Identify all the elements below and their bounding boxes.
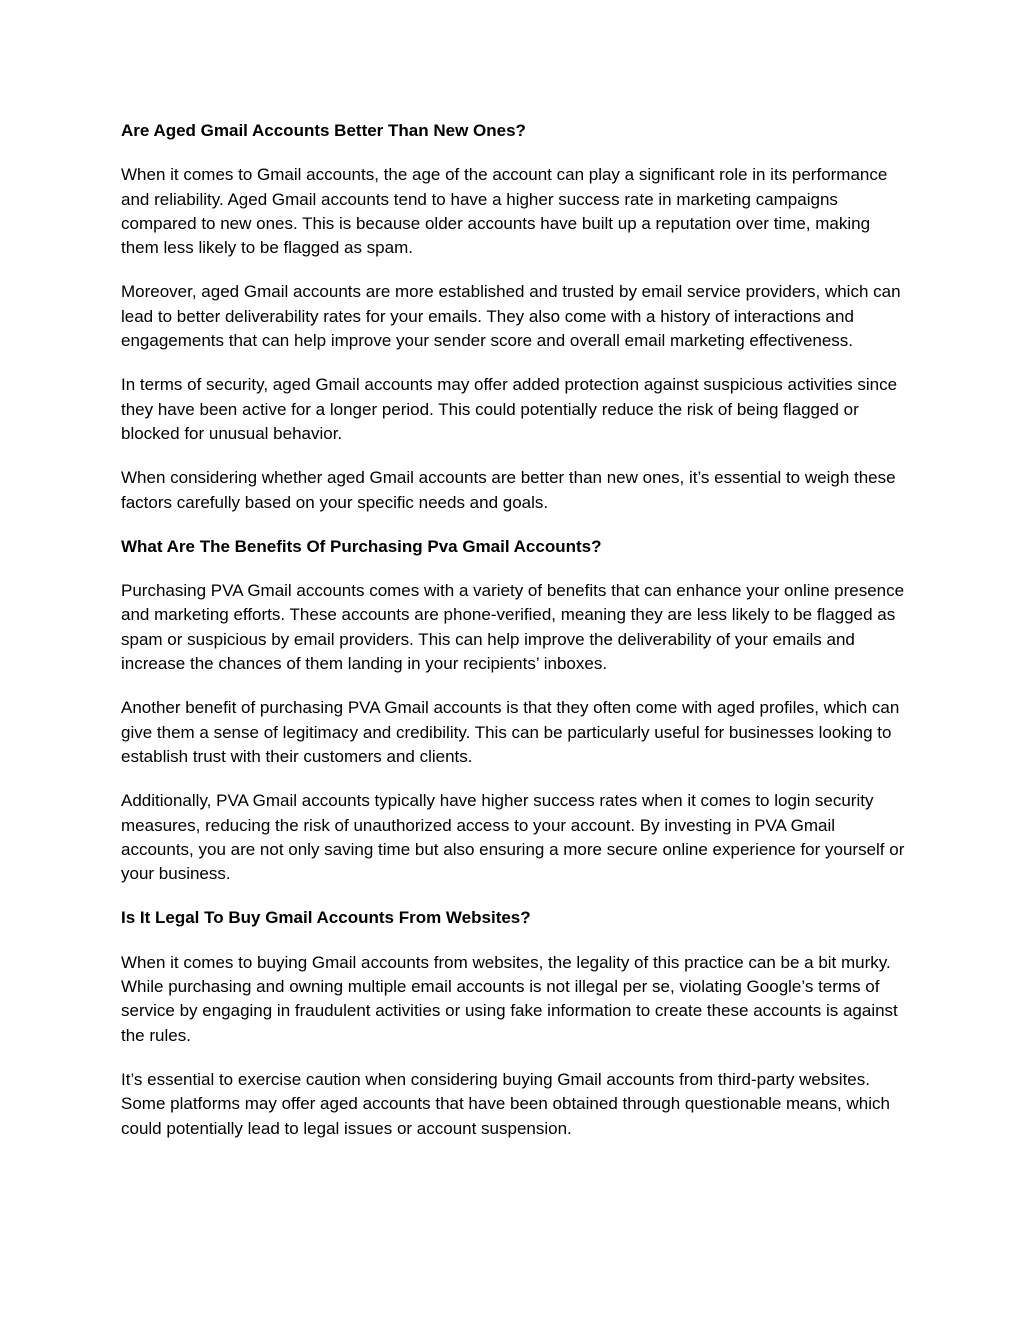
paragraph: Purchasing PVA Gmail accounts comes with a variety of benefits that can enhance your online presence and marketing efforts. These accounts are phone-verified, meaning they are less likely to be flagged as spam or suspicious by email providers. This can help improve the deliverability of your emails and increase the chances of them landing in your recipients’ inboxes. — [121, 581, 905, 674]
section-legality — [121, 906, 911, 1140]
document-page — [121, 119, 911, 1161]
section-heading: What Are The Benefits Of Purchasing Pva Gmail Accounts? — [121, 536, 602, 556]
paragraph: Additionally, PVA Gmail accounts typically have higher success rates when it comes to login security measures, reducing the risk of unauthorized access to your account. By investing in PVA Gmail accounts, you are not only saving time but also ensuring a more secure online experience for yourself or your business. — [121, 791, 905, 884]
section-heading: Is It Legal To Buy Gmail Accounts From Websites? — [121, 908, 531, 928]
paragraph: It’s essential to exercise caution when considering buying Gmail accounts from third-party websites. Some platforms may offer aged accounts that have been obtained through questionable means, which could potentially lead to legal issues or account suspension. — [121, 1069, 890, 1138]
section-pva-benefits — [121, 535, 911, 887]
paragraph: In terms of security, aged Gmail accounts may offer added protection against suspicious activities since they have been active for a longer period. This could potentially reduce the risk of being flagged or blocked for unusual behavior. — [121, 375, 898, 443]
paragraph: Another benefit of purchasing PVA Gmail accounts is that they often come with aged profiles, which can give them a sense of legitimacy and credibility. This can be particularly useful for businesses looking to establish trust with their customers and clients. — [121, 698, 900, 766]
paragraph: When it comes to Gmail accounts, the age of the account can play a significant role in its performance and reliability. Aged Gmail accounts tend to have a higher success rate in marketing campaigns compared to new ones. This is because older accounts have built up a reputation over time, making them less likely to be flagged as spam. — [121, 165, 888, 258]
section-heading: Are Aged Gmail Accounts Better Than New Ones? — [121, 121, 526, 140]
paragraph: When considering whether aged Gmail accounts are better than new ones, it’s essential to weigh these factors carefully based on your specific needs and goals. — [121, 468, 896, 512]
paragraph: When it comes to buying Gmail accounts from websites, the legality of this practice can be a bit murky. While purchasing and owning multiple email accounts is not illegal per se, violating Google’s terms of service by engaging in fraudulent activities or using fake information to create these accounts is against the rules. — [121, 952, 898, 1045]
paragraph: Moreover, aged Gmail accounts are more established and trusted by email service providers, which can lead to better deliverability rates for your emails. They also come with a history of interactions and engagements that can help improve your sender score and overall email marketing effectiveness. — [121, 282, 901, 351]
section-aged-accounts — [121, 119, 911, 515]
